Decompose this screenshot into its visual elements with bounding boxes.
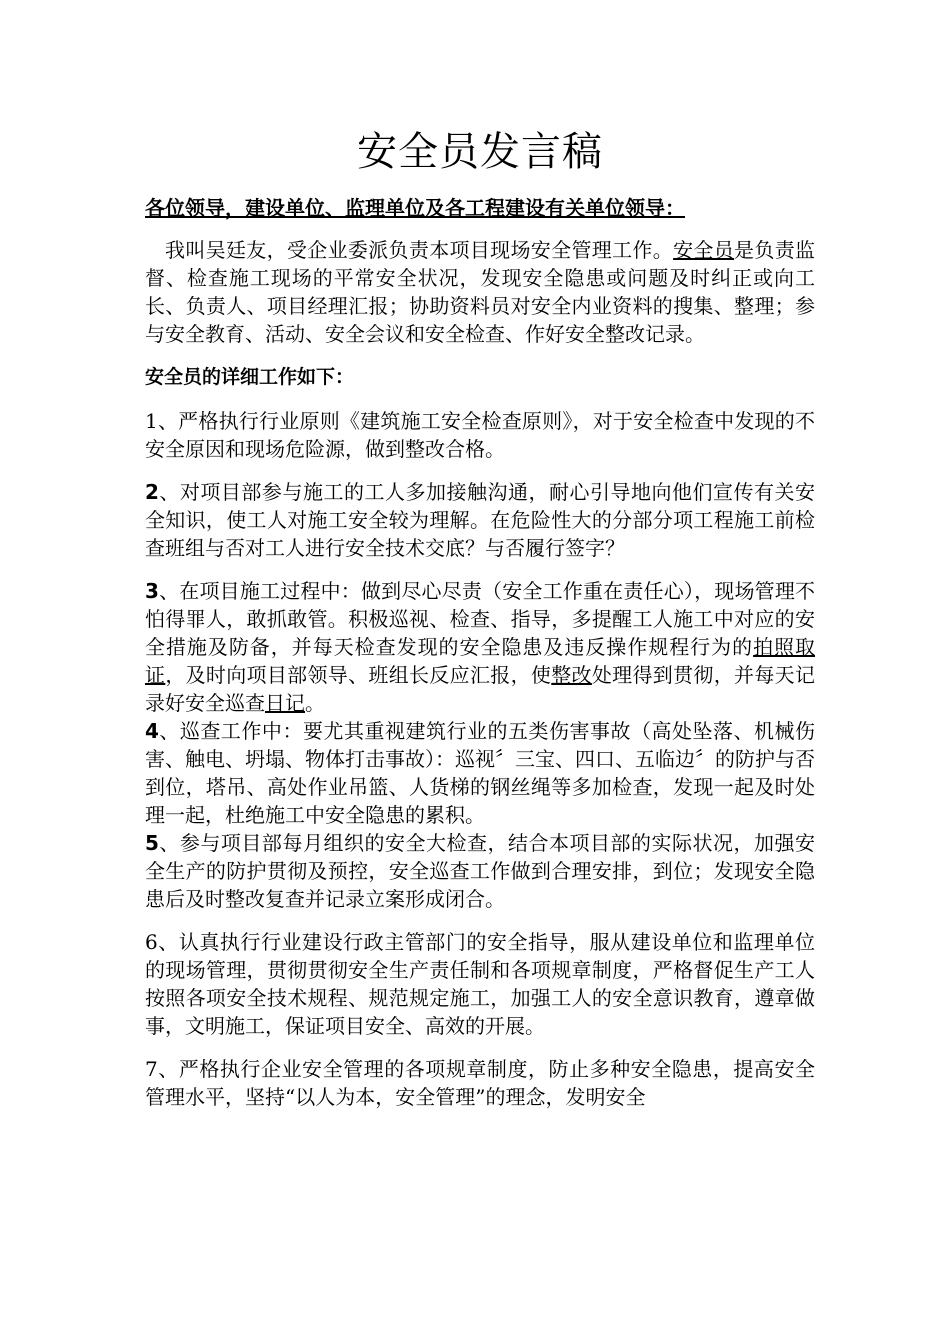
greeting-line: 各位领导，建设单位、监理单位及各工程建设有关单位领导： xyxy=(145,196,685,220)
intro-text-2: 是负责监督、检查施工现场的平常安全状况，发现安全隐患或问题及时纠正或向工长、负责人、项目经理汇报；协助资料员对安全内业资料的搜集、整理；参与安全教育、活动、安全会议和安全检查、作好安全整改记录。 xyxy=(145,238,816,346)
item-2 xyxy=(145,478,815,562)
intro-link-safety-officer[interactable]: 安全员 xyxy=(673,238,735,262)
document-page xyxy=(145,126,815,1126)
item-1-text: 、严格执行行业原则《建筑施工安全检查原则》，对于安全检查中发现的不安全原因和现场危险源，做到整改合格。 xyxy=(145,409,815,461)
item-3-text-a: 、在项目施工过程中：做到尽心尽责（安全工作重在责任心），现场管理不怕得罪人，敢抓敢管。积极巡视、检查、指导，多提醒工人施工中对应的安全措施及防备，并每天检查发现的安全隐患及违反操作规程行为的 xyxy=(145,579,815,659)
item-4 xyxy=(145,717,815,829)
item-3 xyxy=(145,577,815,717)
item-5 xyxy=(145,829,815,913)
item-4-number: 4 xyxy=(145,719,159,743)
item-7-number: 7 xyxy=(145,1057,158,1081)
item-2-text: 、对项目部参与施工的工人多加接触沟通，耐心引导地向他们宣传有关安全知识，使工人对施工安全较为理解。在危险性大的分部分项工程施工前检查班组与否对工人进行安全技术交底？与否履行签字？ xyxy=(145,480,815,560)
item-6-number: 6 xyxy=(145,930,158,954)
intro-paragraph xyxy=(145,236,815,348)
item-3-text-c: 处理得到贯彻，并每天记录好安全巡查 xyxy=(145,663,815,715)
item-3-link-diary[interactable]: 日记 xyxy=(265,691,305,715)
item-1-number: 1 xyxy=(145,409,158,433)
item-3-link-rectify[interactable]: 整改 xyxy=(551,663,592,687)
item-3-text-d: 。 xyxy=(305,691,325,715)
item-3-link-photo[interactable]: 拍照取证 xyxy=(145,635,816,687)
item-5-number: 5 xyxy=(145,831,159,855)
intro-text-1: 我叫吴廷友，受企业委派负责本项目现场安全管理工作。 xyxy=(165,238,674,262)
item-6 xyxy=(145,928,815,1040)
item-2-number: 2 xyxy=(145,480,159,504)
item-7 xyxy=(145,1055,815,1111)
item-3-text-b: ，及时向项目部领导、班组长反应汇报，使 xyxy=(165,663,552,687)
item-6-text: 、认真执行行业建设行政主管部门的安全指导，服从建设单位和监理单位的现场管理，贯彻贯彻安全生产责任制和各项规章制度，严格督促生产工人按照各项安全技术规程、规范规定施工，加强工人的安全意识教育，遵章做事，文明施工，保证项目安全、高效的开展。 xyxy=(145,930,815,1038)
item-4-text: 、巡查工作中：要尤其重视建筑行业的五类伤害事故（高处坠落、机械伤害、触电、坍塌、物体打击事故）：巡视〞三宝、四口、五临边〞的防护与否到位，塔吊、高处作业吊篮、人货梯的钢丝绳等多加检查，发现一起及时处理一起，杜绝施工中安全隐患的累积。 xyxy=(145,719,815,827)
document-title: 安全员发言稿 xyxy=(357,129,603,175)
item-7-text: 、严格执行企业安全管理的各项规章制度，防止多种安全隐患，提高安全管理水平，坚持“以人为本，安全管理”的理念，发明安全 xyxy=(145,1057,815,1109)
item-3-number: 3 xyxy=(145,579,159,603)
item-5-text: 、参与项目部每月组织的安全大检查，结合本项目部的实际状况，加强安全生产的防护贯彻及预控，安全巡查工作做到合理安排，到位；发现安全隐患后及时整改复查并记录立案形成闭合。 xyxy=(145,831,815,911)
item-1 xyxy=(145,407,815,463)
section-heading: 安全员的详细工作如下： xyxy=(145,366,355,388)
